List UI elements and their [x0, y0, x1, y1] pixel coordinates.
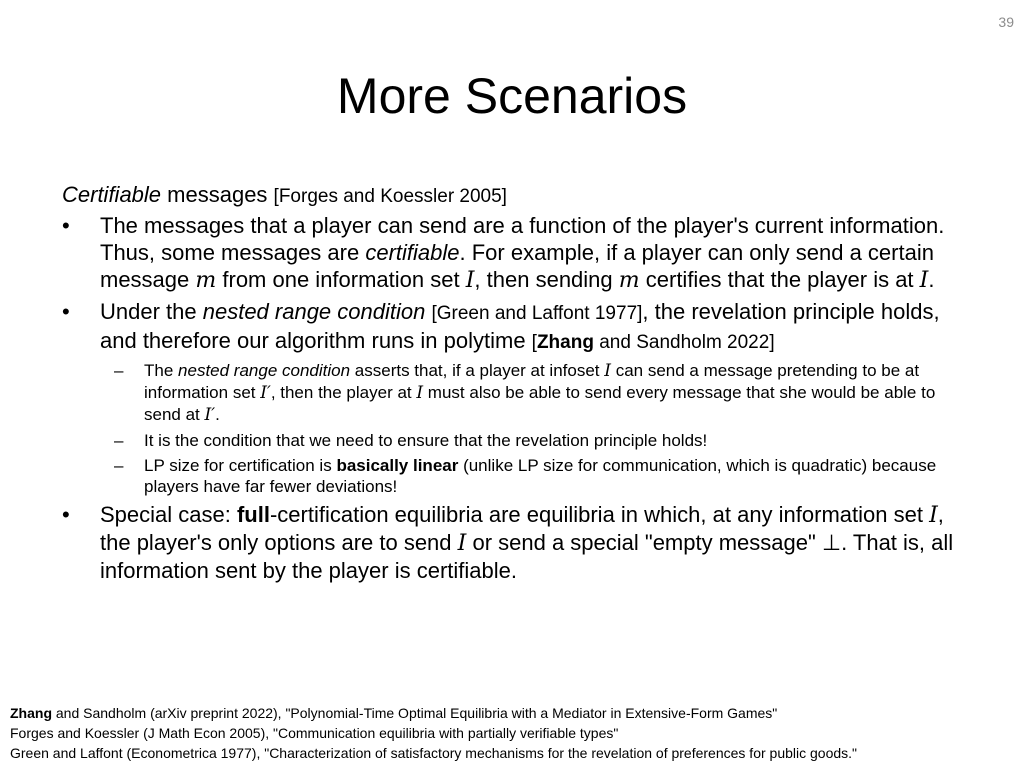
sub-bullet-revelation-condition	[62, 430, 970, 451]
bold-text: full	[236, 502, 270, 527]
math-symbol: I′	[204, 405, 216, 425]
bullet-certifiable-messages	[62, 212, 970, 294]
text-run: (unlike LP size for communication, which is quadratic) because players have far fewer deviations!	[144, 456, 937, 496]
text-run: .	[928, 267, 935, 292]
emphasis: nested range condition	[202, 299, 426, 324]
sub-bullet-lp-size	[62, 455, 970, 497]
footnote-bold-author: Zhang	[10, 705, 52, 721]
citation: [Green and Laffont 1977]	[431, 303, 643, 324]
footnote-text: Green and Laffont (Econometrica 1977), "Characterization of satisfactory mechanisms for the revelation of preferences for public goods."	[10, 745, 858, 761]
citation: and Sandholm 2022]	[593, 332, 775, 353]
text-run: , the revelation principle holds, and therefore our algorithm runs in polytime	[100, 299, 940, 353]
math-symbol: m	[195, 268, 217, 293]
lead-term: Certifiable	[62, 182, 162, 207]
text-run: It is the condition that we need to ensure that the revelation principle holds!	[144, 431, 708, 450]
math-symbol: I	[919, 268, 929, 293]
math-symbol: I	[929, 503, 938, 528]
footnote-zhang	[10, 703, 1014, 723]
math-symbol: I	[416, 383, 424, 403]
text-run: or send a special "empty message" ⊥. That is, all information sent by the player is certifiable.	[100, 530, 954, 583]
lead-text: messages	[161, 182, 274, 207]
text-run: must also be able to send every message that she would be able to send at	[144, 383, 936, 424]
footnote-forges	[10, 723, 1014, 743]
lead-citation: [Forges and Koessler 2005]	[273, 186, 507, 207]
emphasis: nested range condition	[178, 361, 351, 380]
emphasis: certifiable	[365, 240, 460, 265]
math-symbol: I	[457, 531, 467, 556]
text-run: -certification equilibria are equilibria in which, at any information set	[269, 502, 930, 527]
slide-content	[62, 182, 970, 588]
footnote-text: Forges and Koessler (J Math Econ 2005), "Communication equilibria with partially verifiable types"	[10, 725, 619, 741]
footnotes	[10, 703, 1014, 763]
text-run: , then the player at	[270, 383, 417, 402]
text-run: Under the	[100, 299, 203, 324]
text-run: asserts that, if a player at infoset	[350, 361, 605, 380]
text-run: certifies that the player is at	[639, 267, 920, 292]
footnote-green	[10, 743, 1014, 763]
math-symbol: I	[604, 361, 611, 381]
text-run: , then sending	[474, 267, 619, 292]
lead-line	[62, 182, 970, 210]
text-run: , the player's only options are to send	[100, 502, 944, 555]
bullet-full-certification	[62, 501, 970, 584]
text-run: . For example, if a player can only send a certain message	[100, 240, 934, 292]
slide-number: 39	[998, 14, 1014, 30]
text-run: LP size for certification is	[144, 456, 337, 475]
bold-text: basically linear	[336, 456, 459, 475]
citation-bold-author: Zhang	[536, 332, 594, 353]
slide-title: More Scenarios	[336, 68, 688, 124]
math-symbol: m	[618, 268, 640, 293]
math-symbol: I	[465, 268, 475, 293]
bullet-nested-range-condition	[62, 298, 970, 356]
text-run: The	[144, 361, 179, 380]
footnote-text: and Sandholm (arXiv preprint 2022), "Polynomial-Time Optimal Equilibria with a Mediator in Extensive-Form Games"	[52, 705, 778, 721]
text-run: The messages that a player can send are a function of the player's current information. Thus, some messages are	[100, 213, 945, 265]
citation: [	[531, 332, 537, 353]
text-run: .	[215, 405, 220, 424]
text-run: Special case:	[100, 502, 237, 527]
text-run: from one information set	[216, 267, 466, 292]
sub-bullet-definition	[62, 360, 970, 426]
text-run: can send a message pretending to be at information set	[144, 361, 920, 402]
math-symbol: I′	[260, 383, 271, 403]
